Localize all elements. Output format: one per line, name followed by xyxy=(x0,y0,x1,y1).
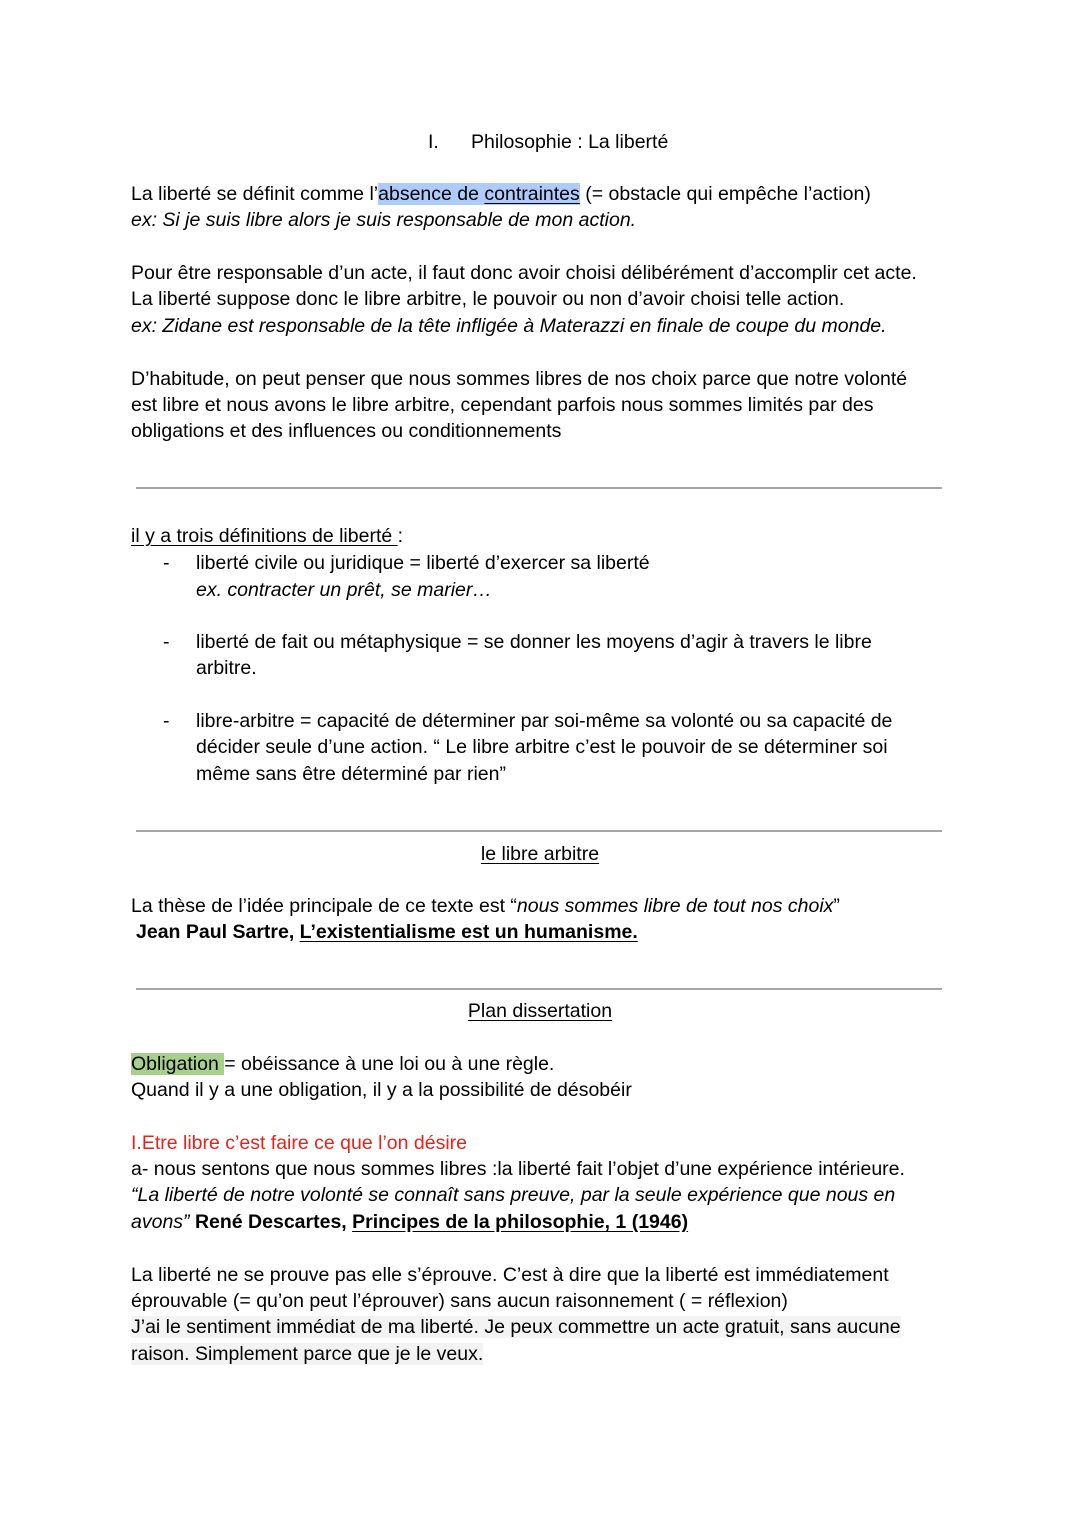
definition-3-line-1: libre-arbitre = capacité de déterminer par soi-même sa volonté ou sa capacité de xyxy=(196,710,893,732)
definition-2-line-2: arbitre. xyxy=(196,657,257,679)
bullet-dash: - xyxy=(163,710,170,732)
page-title: Philosophie : La liberté xyxy=(471,131,669,153)
sartre-citation: Jean Paul Sartre, L’existentialisme est un humanisme. xyxy=(136,921,638,943)
epreuve-line-1: La liberté ne se prouve pas elle s’éprouve. C’est à dire que la liberté est immédiatement xyxy=(131,1264,889,1286)
descartes-quote-line-2: avons” René Descartes, Principes de la philosophie, 1 (1946) xyxy=(131,1211,689,1233)
intro-example-2: ex: Zidane est responsable de la tête infligée à Materazzi en finale de coupe du monde. xyxy=(131,315,887,337)
descartes-quote-line-1: “La liberté de notre volonté se connaît sans preuve, par la seule expérience que nous en xyxy=(131,1184,896,1206)
definition-3-line-3: même sans être déterminé par rien” xyxy=(196,763,506,785)
intro-p3-line-1: D’habitude, on peut penser que nous sommes libres de nos choix parce que notre volonté xyxy=(131,368,908,390)
sentiment-line-2: raison. Simplement parce que je le veux. xyxy=(131,1343,484,1365)
part-1-heading: I.Etre libre c’est faire ce que l’on désire xyxy=(131,1132,467,1154)
intro-p2-line-1: Pour être responsable d’un acte, il faut donc avoir choisi délibérément d’accomplir cet acte. xyxy=(131,262,917,284)
section-numeral: I. xyxy=(428,131,439,153)
definition-3-line-2: décider seule d’une action. “ Le libre arbitre c’est le pouvoir de se déterminer soi xyxy=(196,736,888,758)
bullet-dash: - xyxy=(163,631,170,653)
divider-2 xyxy=(136,830,942,832)
definition-1-example: ex. contracter un prêt, se marier… xyxy=(196,579,492,601)
definitions-heading: il y a trois définitions de liberté : xyxy=(131,525,404,547)
highlight-absence: absence de xyxy=(378,183,485,205)
intro-example-1: ex: Si je suis libre alors je suis responsable de mon action. xyxy=(131,209,637,231)
sentiment-line-1: J’ai le sentiment immédiat de ma liberté. Je peux commettre un acte gratuit, sans aucune xyxy=(131,1316,901,1338)
obligation-definition: Obligation = obéissance à une loi ou à une règle. xyxy=(131,1053,555,1075)
intro-line-1: La liberté se définit comme l’absence de contraintes (= obstacle qui empêche l’action) xyxy=(131,183,871,205)
part-1a-line: a- nous sentons que nous sommes libres :la liberté fait l’objet d’une expérience intérieure. xyxy=(131,1158,905,1180)
epreuve-line-2: éprouvable (= qu’on peut l’éprouver) sans aucun raisonnement ( = réflexion) xyxy=(131,1290,788,1312)
divider-1 xyxy=(136,487,942,489)
bullet-dash: - xyxy=(163,552,170,574)
divider-3 xyxy=(136,988,942,990)
highlight-obligation: Obligation xyxy=(131,1053,225,1075)
intro-p3-line-2: est libre et nous avons le libre arbitre, cependant parfois nous sommes limités par des xyxy=(131,394,874,416)
these-line: La thèse de l’idée principale de ce texte est “nous sommes libre de tout nos choix” xyxy=(131,895,840,917)
obligation-line-2: Quand il y a une obligation, il y a la possibilité de désobéir xyxy=(131,1079,632,1101)
definition-1: liberté civile ou juridique = liberté d’exercer sa liberté xyxy=(196,552,650,574)
intro-p3-line-3: obligations et des influences ou conditionnements xyxy=(131,420,562,442)
libre-arbitre-heading: le libre arbitre xyxy=(480,843,600,865)
definition-2-line-1: liberté de fait ou métaphysique = se donner les moyens d’agir à travers le libre xyxy=(196,631,872,653)
plan-heading: Plan dissertation xyxy=(467,1000,613,1022)
highlight-contraintes: contraintes xyxy=(484,183,580,205)
intro-p2-line-2: La liberté suppose donc le libre arbitre, le pouvoir ou non d’avoir choisi telle action. xyxy=(131,288,845,310)
